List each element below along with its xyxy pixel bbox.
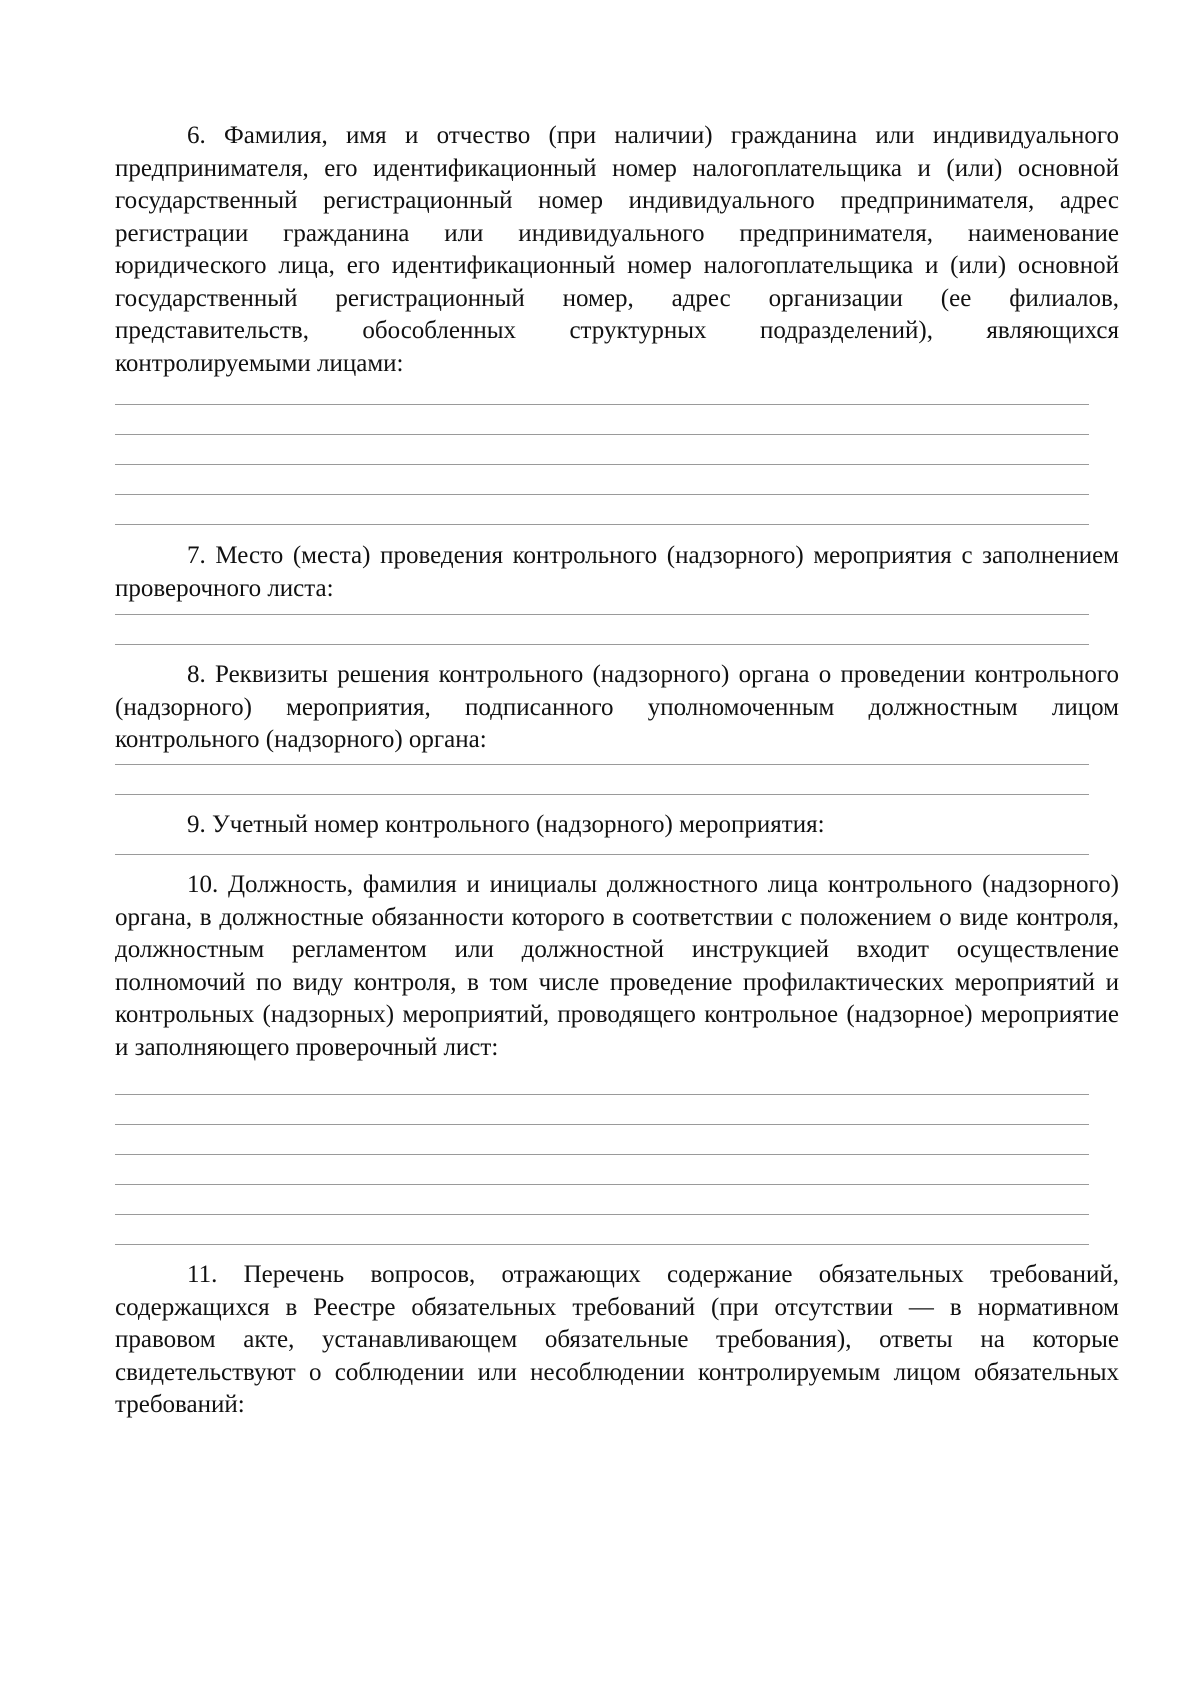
item-10-fill-line-5[interactable] xyxy=(115,1214,1089,1215)
item-8-fill-line-2[interactable] xyxy=(115,794,1089,795)
item-6-fill-line-2[interactable] xyxy=(115,434,1089,435)
item-7-fill-line-1[interactable] xyxy=(115,614,1089,615)
item-6-fill-line-1[interactable] xyxy=(115,404,1089,405)
item-10-fill-line-2[interactable] xyxy=(115,1124,1089,1125)
item-11-text: 11. Перечень вопросов, отражающих содержание обязательных требований, содержащихся в Реестре обязательных требований (при отсутствии — в нормативном правовом акте, устанавливающем обязательные требования), ответы на которые свидетельствуют о соблюдении или несоблюдении контролируемым лицом обязательных требований: xyxy=(115,1261,1119,1418)
item-6-text: 6. Фамилия, имя и отчество (при наличии) гражданина или индивидуального предпринимателя, его идентификационный номер налогоплательщика и (или) основной государственный регистрационный номер индивидуального предпринимателя, адрес регистрации гражданина или индивидуального предпринимателя, наименование юридического лица, его идентификационный номер налогоплательщика и (или) основной государственный регистрационный номер, адрес организации (ее филиалов, представительств, обособленных структурных подразделений), являющихся контролируемыми лицами: xyxy=(115,122,1119,377)
item-6-fill-line-3[interactable] xyxy=(115,464,1089,465)
item-10-fill-line-6[interactable] xyxy=(115,1244,1089,1245)
item-6-fill-line-5[interactable] xyxy=(115,524,1089,525)
item-10-text: 10. Должность, фамилия и инициалы должностного лица контрольного (надзорного) органа, в должностные обязанности которого в соответствии с положением о виде контроля, должностным регламентом или должностной инструкцией входит осуществление полномочий по виду контроля, в том числе проведение профилактических мероприятий и контрольных (надзорных) мероприятий, проводящего контрольное (надзорное) мероприятие и заполняющего проверочный лист: xyxy=(115,871,1119,1061)
item-9-text: 9. Учетный номер контрольного (надзорного) мероприятия: xyxy=(187,811,825,838)
item-6-fill-line-4[interactable] xyxy=(115,494,1089,495)
item-10-fill-line-3[interactable] xyxy=(115,1154,1089,1155)
item-10-fill-line-4[interactable] xyxy=(115,1184,1089,1185)
item-9-fill-line-1[interactable] xyxy=(115,854,1089,855)
item-8-text: 8. Реквизиты решения контрольного (надзорного) органа о проведении контрольного (надзорного) мероприятия, подписанного уполномоченным должностным лицом контрольного (надзорного) органа: xyxy=(115,661,1119,753)
item-7-fill-line-2[interactable] xyxy=(115,644,1089,645)
item-10-fill-line-1[interactable] xyxy=(115,1094,1089,1095)
item-7-text: 7. Место (места) проведения контрольного (надзорного) мероприятия с заполнением проверочного листа: xyxy=(115,542,1119,602)
item-8-fill-line-1[interactable] xyxy=(115,764,1089,765)
